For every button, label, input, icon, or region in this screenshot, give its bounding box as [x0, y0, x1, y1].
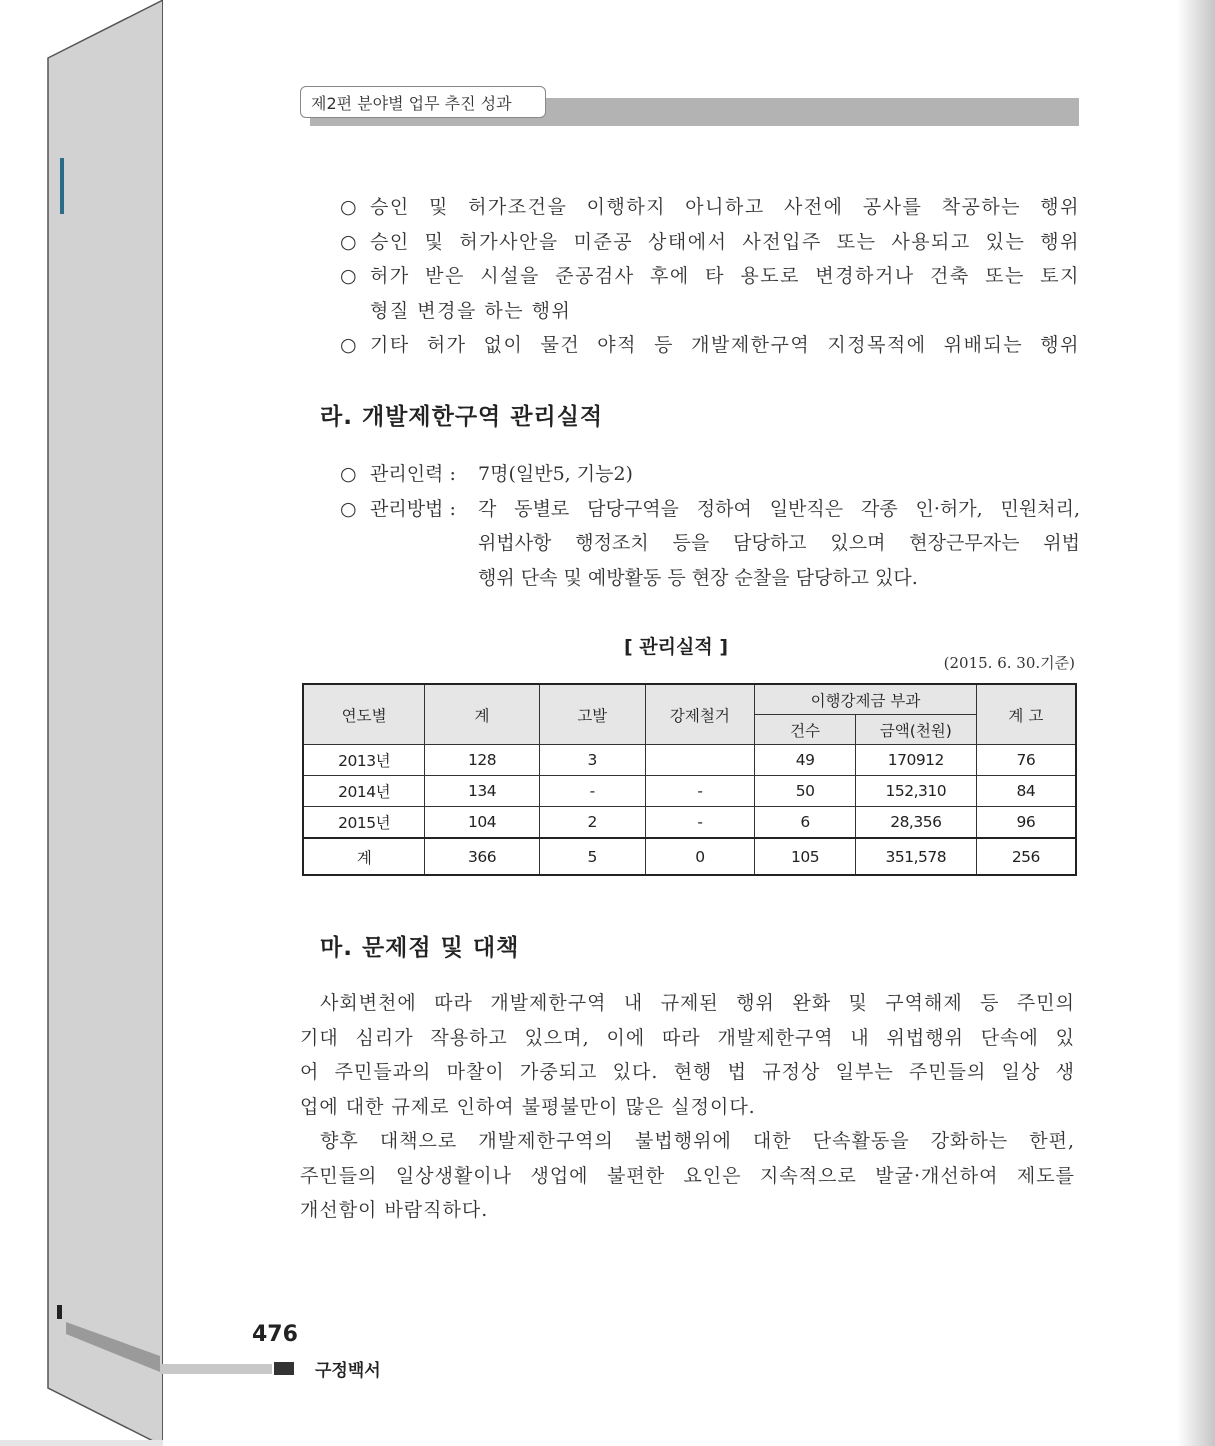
header-notice: 계 고 [976, 684, 1076, 745]
staff-value: 7명(일반5, 기능2) [478, 463, 633, 485]
paragraph-line: 향후 대책으로 개발제한구역의 불법행위에 대한 단속활동을 강화하는 한편, [320, 1130, 1075, 1152]
section-title-management: 라. 개발제한구역 관리실적 [320, 404, 604, 430]
management-info [340, 457, 1080, 595]
bullet-text: 승인 및 허가조건을 이행하지 아니하고 사전에 공사를 착공하는 행위 [370, 196, 1080, 218]
management-results-table [302, 683, 1077, 876]
bullet-text: 형질 변경을 하는 행위 [370, 299, 572, 322]
footer-bar [160, 1364, 272, 1374]
paragraph-line: 기대 심리가 작용하고 있으며, 이에 따라 개발제한구역 내 위법행위 단속에 있 [300, 1026, 1075, 1049]
paragraph-line: 주민들의 일상생활이나 생업에 불편한 요인은 지속적으로 발굴·개선하여 제도를 [300, 1164, 1075, 1187]
bullet-mark: ○ [340, 334, 359, 356]
bullet-text: 승인 및 허가사안을 미준공 상태에서 사전입주 또는 사용되고 있는 행위 [370, 230, 1080, 253]
section-title-problems: 마. 문제점 및 대책 [320, 935, 520, 961]
chapter-title: 제2편 분야별 업무 추진 성과 [311, 93, 512, 113]
page-number: 476 [252, 1322, 298, 1347]
table-row: 2015년 104 2 - 6 28,356 96 [303, 807, 1076, 839]
chapter-header-tab [300, 86, 546, 118]
paragraph-line: 어 주민들과의 마찰이 가중되고 있다. 현행 법 규정상 일부는 주민들의 일상 생 [300, 1061, 1075, 1083]
table-row: 2014년 134 - - 50 152,310 84 [303, 776, 1076, 807]
method-label: 관리방법 : [370, 497, 456, 520]
bullet-text: 허가 받은 시설을 준공검사 후에 타 용도로 변경하거나 건축 또는 토지 [370, 265, 1080, 287]
table-note: (2015. 6. 30.기준) [943, 654, 1075, 672]
table-row: 2013년 128 3 49 170912 76 [303, 745, 1076, 776]
page-edge-shadow [1177, 0, 1215, 1446]
header-demolition: 강제철거 [645, 684, 755, 745]
book-title: 구정백서 [315, 1361, 381, 1381]
bullet-item [340, 225, 1080, 260]
paragraph-line: 사회변천에 따라 개발제한구역 내 규제된 행위 완화 및 구역해제 등 주민의 [320, 992, 1075, 1014]
method-row: ○ 관리방법 : 각 동별로 담당구역을 정하여 일반직은 각종 인·허가, 민원처리, 위법사항 행정조치 등을 담당하고 있으며 현장근무자는 위법 행위 단속 및 예방활동 등 현장 순찰을 담당하고 있다. [340, 492, 1080, 596]
body-paragraphs [300, 986, 1075, 1228]
bullet-item [340, 328, 1080, 363]
table-title: [ 관리실적 ] [624, 636, 729, 658]
header-penalty-amount: 금액(천원) [855, 715, 976, 745]
header-penalty-group: 이행강제금 부과 [755, 684, 977, 715]
header-year: 연도별 [303, 684, 425, 745]
bullet-text: 기타 허가 없이 물건 야적 등 개발제한구역 지정목적에 위배되는 행위 [370, 334, 1080, 356]
bullet-mark: ○ [340, 230, 359, 253]
paragraph-line: 개선함이 바람직하다. [300, 1199, 489, 1221]
header-accusation: 고발 [539, 684, 645, 745]
header-penalty-count: 건수 [755, 715, 856, 745]
footer-block [274, 1362, 294, 1375]
bullet-mark: ○ [340, 196, 359, 218]
bullet-mark: ○ [340, 265, 359, 287]
table-total-row: 계 366 5 0 105 351,578 256 [303, 838, 1076, 875]
bullet-item [340, 259, 1080, 294]
staff-label: 관리인력 : [370, 463, 456, 485]
staff-row: ○ 관리인력 : 7명(일반5, 기능2) [340, 457, 1080, 492]
violation-bullet-list [340, 190, 1080, 363]
bullet-item [340, 190, 1080, 225]
header-total: 계 [425, 684, 540, 745]
bullet-item-continuation [340, 294, 1080, 329]
method-text: 각 동별로 담당구역을 정하여 일반직은 각종 인·허가, 민원처리, 위법사항 행정조치 등을 담당하고 있으며 현장근무자는 위법 행위 단속 및 예방활동 등 현장 순찰을 담당하고 있다. [478, 497, 1080, 589]
paragraph-line: 업에 대한 규제로 인하여 불평불만이 많은 실정이다. [300, 1095, 756, 1118]
